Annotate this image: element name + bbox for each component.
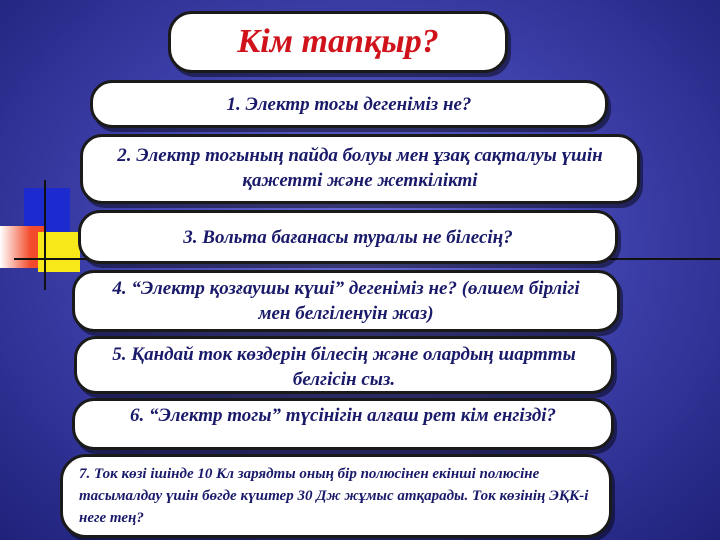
title-box [168,11,508,73]
question-2 [80,134,640,204]
question-7 [60,454,612,538]
question-6 [72,398,614,450]
question-5-text: 5. Қандай ток көздерін білесің және олардың шартты белгісін сыз. [112,344,576,390]
question-1-text: 1. Электр тогы дегеніміз не? [226,93,472,115]
question-1 [90,80,608,128]
question-2-text: 2. Электр тогының пайда болуы мен ұзақ сақталуы үшін қажетті және жеткілікті [117,145,603,191]
question-3 [78,210,618,264]
question-4 [72,270,620,332]
question-4-text: 4. “Электр қозғаушы күші” дегеніміз не? (өлшем бірлігі мен белгіленуін жаз) [112,278,580,324]
question-3-text: 3. Вольта бағанасы туралы не білесің? [183,226,513,248]
question-6-text: 6. “Электр тогы” түсінігін алғаш рет кім енгізді? [129,405,557,426]
decor-vertical-line [44,180,46,290]
question-5 [74,336,614,394]
question-7-text: 7. Ток көзі ішінде 10 Кл зарядты оның бір полюсінен екінші полюсіне тасымалдау үшін бөгде күштер 30 Дж жұмыс атқарады. Ток көзінің ЭҚК-і неге тең? [79,466,589,526]
slide-title: Кім тапқыр? [237,23,439,60]
